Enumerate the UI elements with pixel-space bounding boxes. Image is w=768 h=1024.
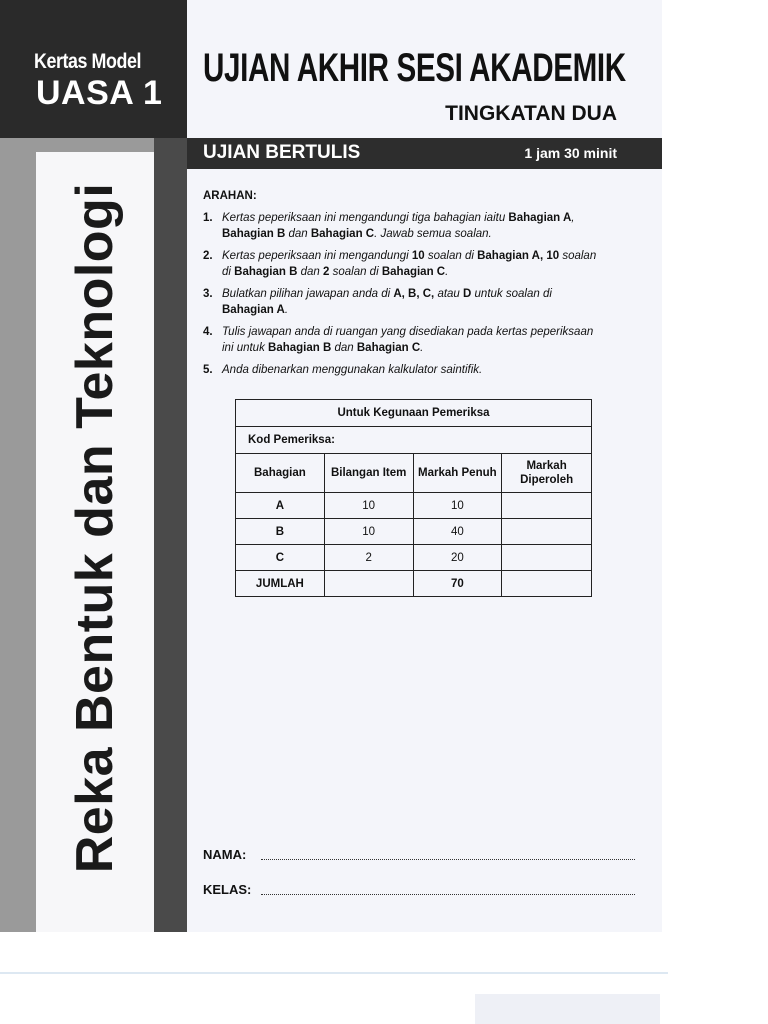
obtained-marks-cell[interactable] — [502, 545, 592, 571]
exam-title: UJIAN AKHIR SESI AKADEMIK — [203, 46, 626, 90]
instruction-item: 4. Tulis jawapan anda di ruangan yang disediakan pada kertas peperiksaan ini untuk Bahagian B dan Bahagian C. — [203, 326, 594, 354]
column-header: Bahagian — [236, 454, 325, 493]
total-obtained-cell[interactable] — [502, 571, 592, 597]
column-header: Markah Penuh — [413, 454, 502, 493]
paper-type: UJIAN BERTULIS — [203, 142, 361, 163]
class-field[interactable] — [203, 882, 251, 897]
instruction-item: 5. Anda dibenarkan menggunakan kalkulator saintifik. — [203, 364, 483, 376]
instruction-item: 2. Kertas peperiksaan ini mengandungi 10 soalan di Bahagian A, 10 soalan di Bahagian B dan 2 soalan di Bahagian C. — [203, 250, 597, 278]
section-cell: C — [236, 545, 325, 571]
items-cell: 10 — [324, 493, 413, 519]
side-stripe-top — [36, 138, 154, 152]
section-cell: B — [236, 519, 325, 545]
subject-title: Reka Bentuk dan Teknologi — [66, 182, 124, 874]
side-stripe-dark — [154, 138, 187, 932]
table-row — [236, 545, 592, 571]
page-edge-line — [0, 972, 668, 974]
name-field[interactable] — [203, 847, 246, 862]
class-label: KELAS: — [203, 882, 252, 897]
column-header: Bilangan Item — [324, 454, 413, 493]
instructions-list — [203, 210, 603, 378]
instructions-heading: ARAHAN: — [203, 190, 257, 202]
name-label: NAMA: — [203, 847, 247, 862]
side-stripe-gray — [0, 138, 36, 932]
full-marks-cell: 10 — [413, 493, 502, 519]
column-header: Markah Diperoleh — [502, 454, 592, 493]
examiner-code-field[interactable]: Kod Pemeriksa: — [236, 427, 592, 454]
examiner-table-title: Untuk Kegunaan Pemeriksa — [236, 400, 592, 427]
instruction-item: 1. Kertas peperiksaan ini mengandungi tiga bahagian iaitu Bahagian A, Bahagian B dan Bahagian C. Jawab semua soalan. — [203, 212, 575, 240]
full-marks-cell: 40 — [413, 519, 502, 545]
paper-label-line2: UASA 1 — [36, 74, 163, 112]
examiner-table — [235, 399, 592, 597]
total-label: JUMLAH — [236, 571, 325, 597]
section-cell: A — [236, 493, 325, 519]
level-title: TINGKATAN DUA — [445, 102, 617, 125]
paper-label-line1: Kertas Model — [34, 50, 141, 73]
table-row — [236, 519, 592, 545]
total-items-cell — [324, 571, 413, 597]
instruction-item: 3. Bulatkan pilihan jawapan anda di A, B, C, atau D untuk soalan di Bahagian A. — [203, 288, 552, 316]
full-marks-cell: 20 — [413, 545, 502, 571]
obtained-marks-cell[interactable] — [502, 493, 592, 519]
total-row — [236, 571, 592, 597]
class-line[interactable] — [261, 894, 635, 895]
instructions — [203, 190, 603, 384]
items-cell: 2 — [324, 545, 413, 571]
duration: 1 jam 30 minit — [524, 145, 617, 161]
total-full-marks-cell: 70 — [413, 571, 502, 597]
items-cell: 10 — [324, 519, 413, 545]
name-line[interactable] — [261, 859, 635, 860]
table-row — [236, 493, 592, 519]
paper-label-block — [0, 0, 187, 138]
paper-type-bar — [187, 138, 662, 169]
obtained-marks-cell[interactable] — [502, 519, 592, 545]
next-page-edge — [475, 994, 660, 1024]
